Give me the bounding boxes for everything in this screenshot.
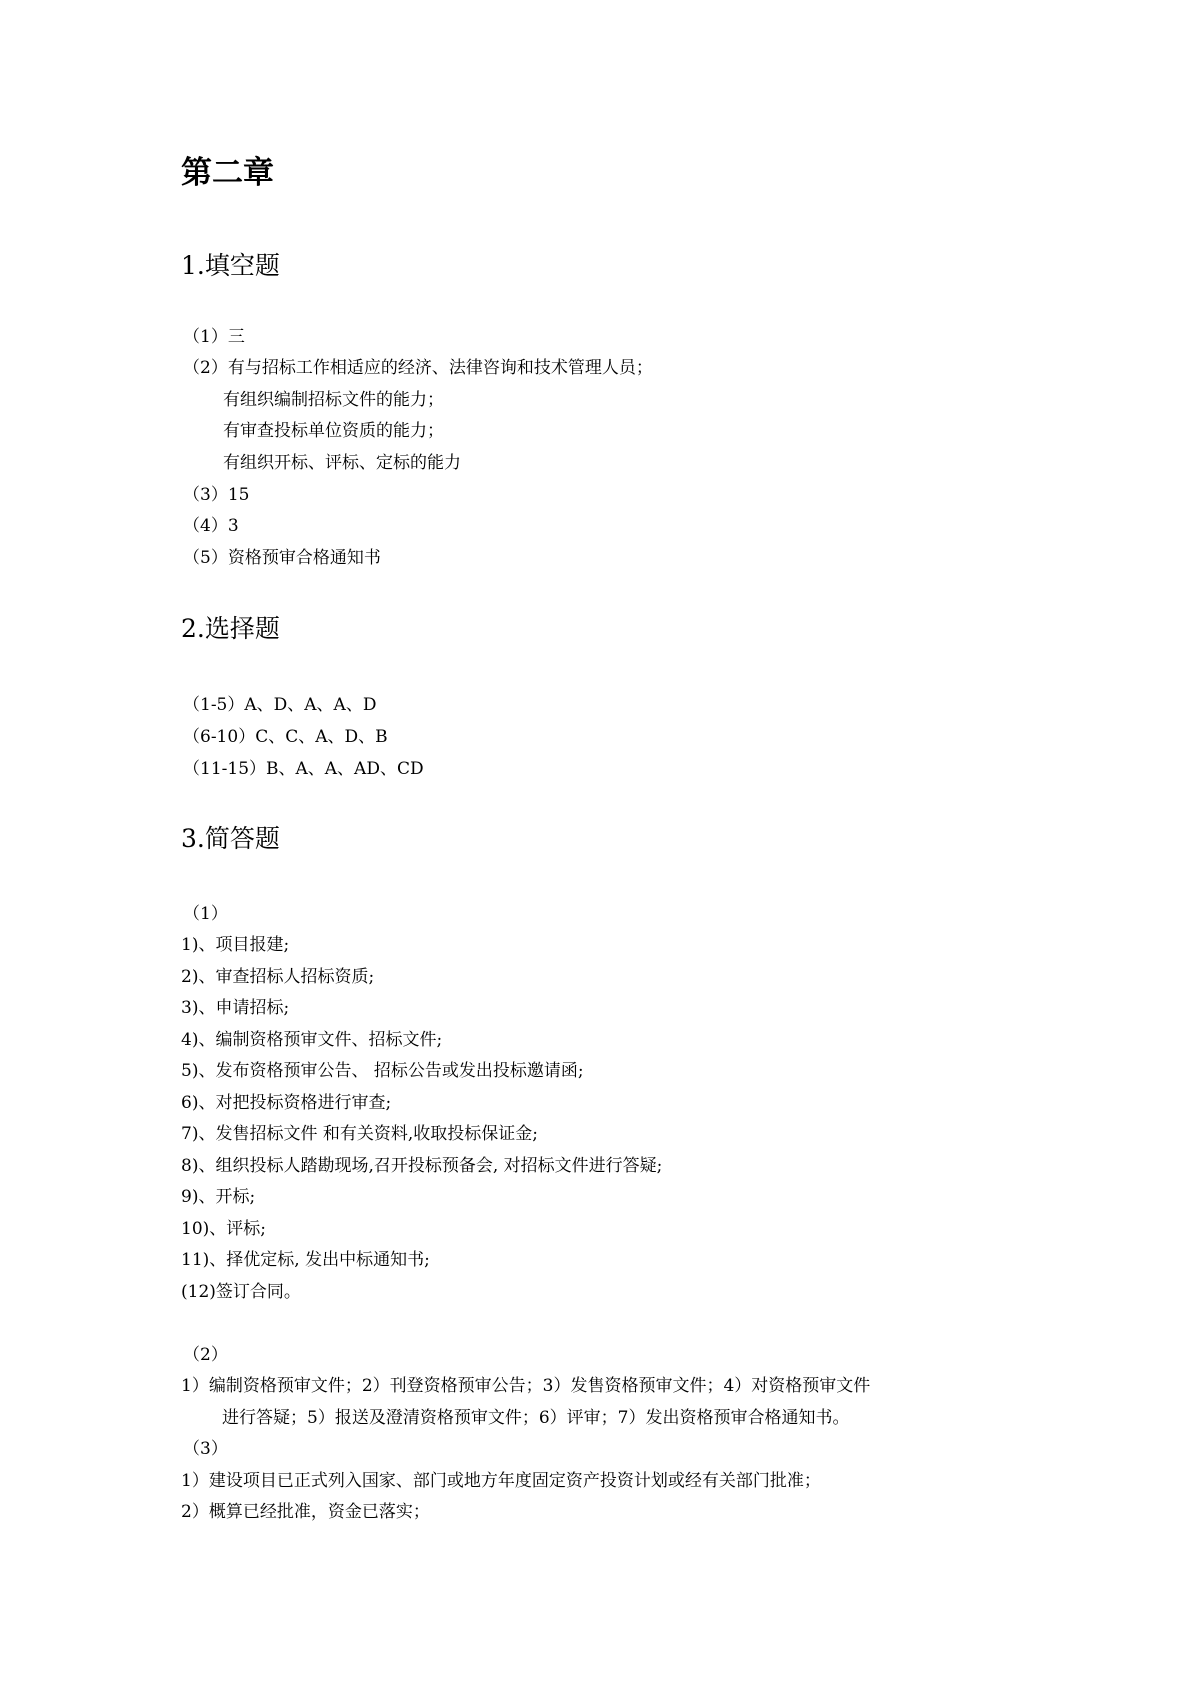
question-2-answer-line-1: 1）编制资格预审文件；2）刊登资格预审公告；3）发售资格预审文件；4）对资格预审文件 — [181, 1376, 871, 1396]
fill-in-answer-2: （2）有与招标工作相适应的经济、法律咨询和技术管理人员； — [183, 358, 653, 378]
fill-in-answer-1: （1）三 — [183, 327, 245, 347]
question-2-answer-line-2: 进行答疑；5）报送及澄清资格预审文件；6）评审；7）发出资格预审合格通知书。 — [222, 1408, 850, 1428]
short-answer-heading: 3.简答题 — [181, 824, 280, 853]
fill-in-answer-2-cont-1: 有组织编制招标文件的能力； — [223, 390, 444, 410]
question-1-step-3: 3)、申请招标; — [181, 998, 290, 1018]
question-1-step-7: 7)、发售招标文件 和有关资料,收取投标保证金; — [181, 1124, 538, 1144]
question-1-step-8: 8)、组织投标人踏勘现场,召开投标预备会, 对招标文件进行答疑; — [181, 1156, 663, 1176]
question-1-step-1: 1)、项目报建; — [181, 935, 290, 955]
choice-answers-6-10: （6-10）C、C、A、D、B — [183, 727, 388, 747]
question-3-condition-2: 2）概算已经批准，资金已落实； — [181, 1502, 430, 1522]
question-1-step-5: 5)、发布资格预审公告、 招标公告或发出投标邀请函; — [181, 1061, 584, 1081]
question-2-label: （2） — [183, 1345, 228, 1365]
question-1-step-4: 4)、编制资格预审文件、招标文件; — [181, 1030, 443, 1050]
question-1-step-9: 9)、开标; — [181, 1187, 256, 1207]
question-1-step-12: (12)签订合同。 — [181, 1282, 301, 1302]
fill-in-answer-2-cont-2: 有审查投标单位资质的能力； — [223, 421, 444, 441]
choice-heading: 2.选择题 — [181, 614, 280, 643]
fill-in-heading: 1.填空题 — [181, 251, 280, 280]
chapter-title: 第二章 — [181, 155, 274, 191]
question-1-step-11: 11)、择优定标, 发出中标通知书; — [181, 1250, 430, 1270]
question-1-label: （1） — [183, 904, 228, 924]
fill-in-answer-4: （4）3 — [183, 516, 239, 536]
choice-answers-11-15: （11-15）B、A、A、AD、CD — [183, 759, 424, 779]
question-1-step-6: 6)、对把投标资格进行审查; — [181, 1093, 392, 1113]
fill-in-answer-5: （5）资格预审合格通知书 — [183, 548, 381, 568]
fill-in-answer-2-cont-3: 有组织开标、评标、定标的能力 — [223, 453, 461, 473]
question-3-condition-1: 1）建设项目已正式列入国家、部门或地方年度固定资产投资计划或经有关部门批准； — [181, 1471, 821, 1491]
question-1-step-2: 2)、审查招标人招标资质; — [181, 967, 375, 987]
question-3-label: （3） — [183, 1439, 228, 1459]
choice-answers-1-5: （1-5）A、D、A、A、D — [183, 695, 377, 715]
question-1-step-10: 10)、评标; — [181, 1219, 266, 1239]
fill-in-answer-3: （3）15 — [183, 485, 250, 505]
